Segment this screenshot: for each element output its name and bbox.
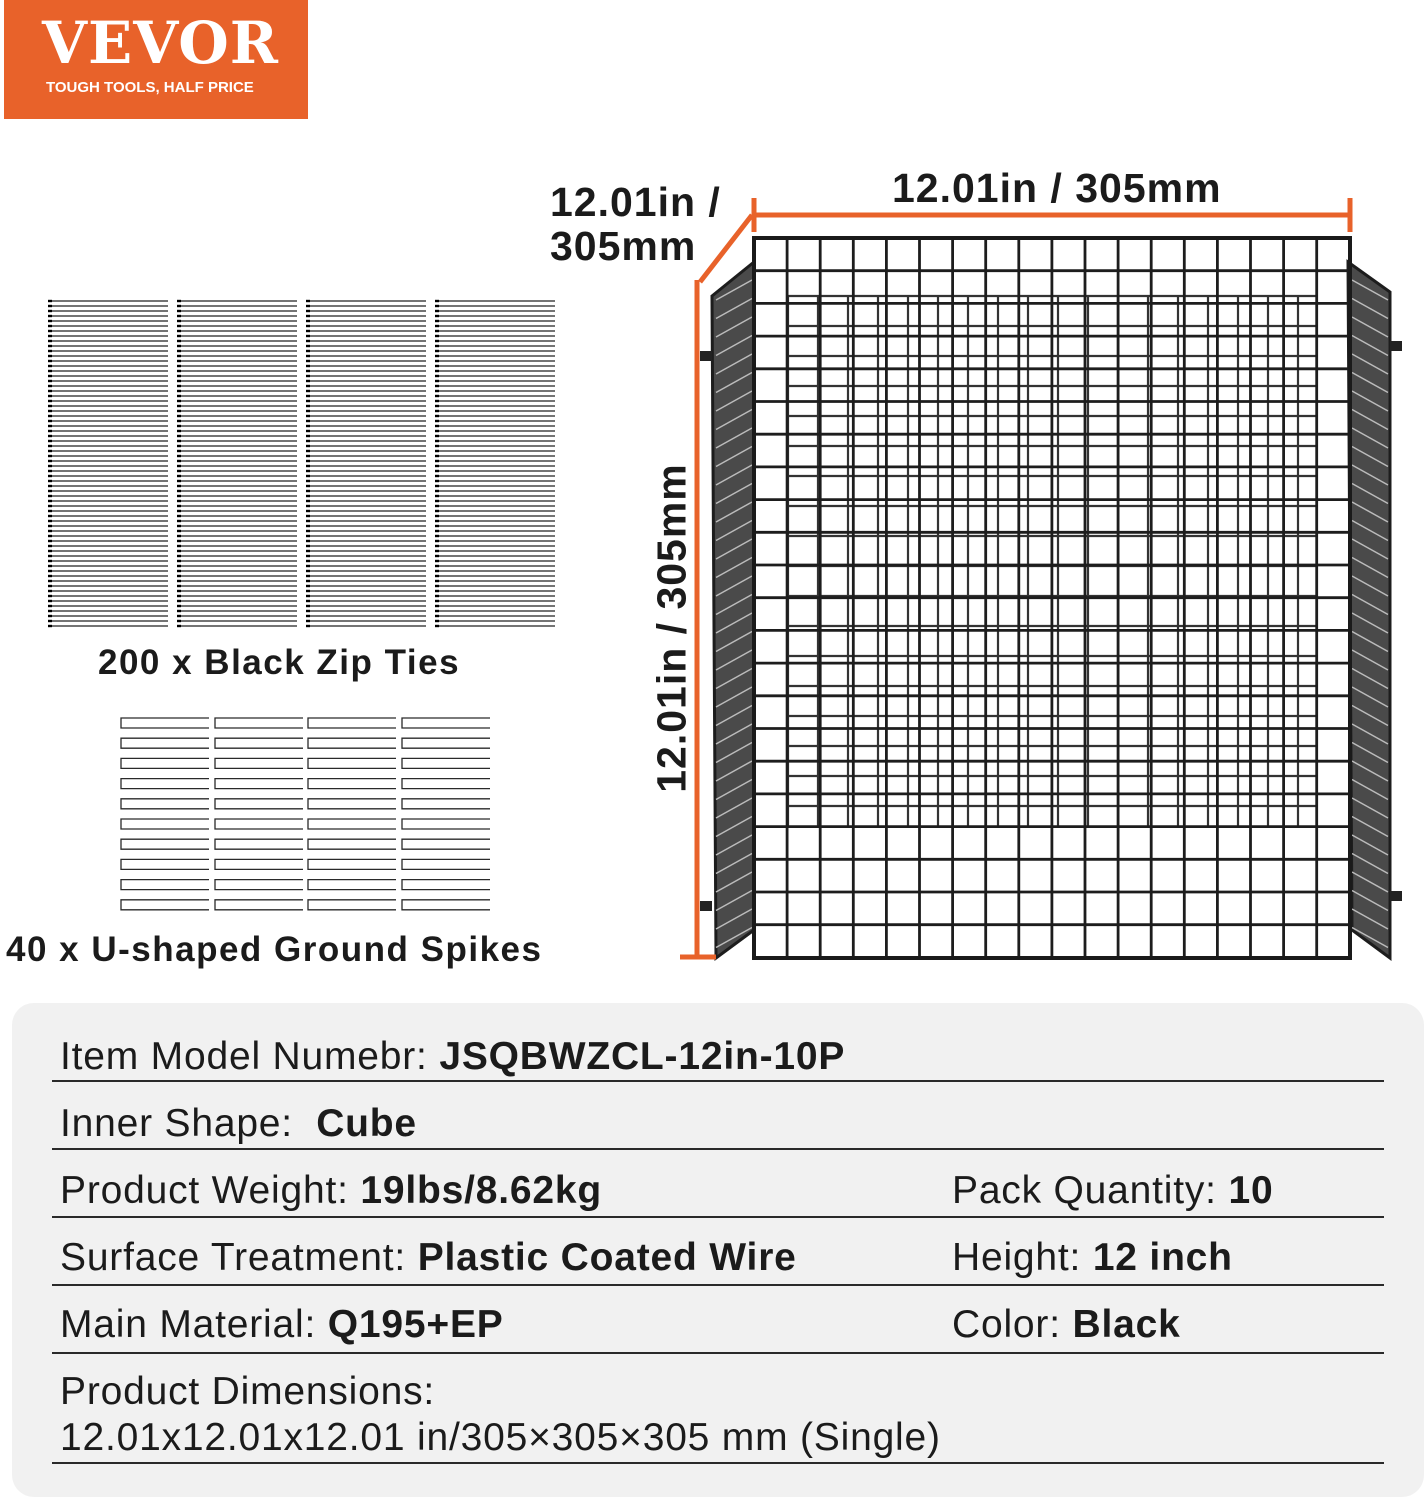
surface-value: Plastic Coated Wire	[417, 1236, 797, 1279]
dimensions-value: 12.01x12.01x12.01 in/305×305×305 mm (Single)	[60, 1416, 941, 1459]
model-label: Item Model Numebr:	[60, 1035, 428, 1078]
surface-label: Surface Treatment:	[60, 1236, 407, 1279]
width-dimension-label: 12.01in / 305mm	[892, 165, 1222, 211]
pack-label: Pack Quantity:	[952, 1169, 1217, 1212]
color-label: Color:	[952, 1303, 1061, 1346]
spec-row-weight-pack	[52, 1171, 1384, 1218]
spec-row-surface-height	[52, 1238, 1384, 1286]
height-dimension-label: 12.01in / 305mm	[648, 463, 695, 793]
color-value: Black	[1072, 1303, 1181, 1346]
pack-value: 10	[1228, 1169, 1274, 1212]
spec-row-dimensions	[52, 1372, 1384, 1464]
model-value: JSQBWZCL-12in-10P	[439, 1035, 846, 1078]
weight-label: Product Weight:	[60, 1169, 349, 1212]
zip-ties-caption: 200 x Black Zip Ties	[98, 643, 461, 682]
shape-value: Cube	[316, 1102, 417, 1145]
spec-row-model	[52, 1037, 1384, 1082]
depth-dimension-line1: 12.01in /	[550, 179, 721, 225]
brand-name: VEVOR	[42, 9, 279, 77]
spec-row-material-color	[52, 1305, 1384, 1354]
dimensions-label: Product Dimensions:	[60, 1370, 436, 1413]
depth-dimension-line2: 305mm	[550, 223, 697, 269]
material-label: Main Material:	[60, 1303, 317, 1346]
spec-row-shape	[52, 1104, 1384, 1150]
shape-label: Inner Shape:	[60, 1102, 293, 1145]
height-label: Height:	[952, 1236, 1082, 1279]
ground-spikes-image	[121, 718, 490, 910]
material-value: Q195+EP	[327, 1303, 504, 1346]
zip-ties-image	[48, 301, 555, 626]
wire-cage-image	[700, 238, 1402, 958]
brand-tagline: TOUGH TOOLS, HALF PRICE	[46, 79, 254, 96]
ground-spikes-caption: 40 x U-shaped Ground Spikes	[6, 930, 543, 969]
weight-value: 19lbs/8.62kg	[360, 1169, 602, 1212]
depth-dimension-label	[550, 180, 721, 268]
height-value: 12 inch	[1092, 1236, 1233, 1279]
